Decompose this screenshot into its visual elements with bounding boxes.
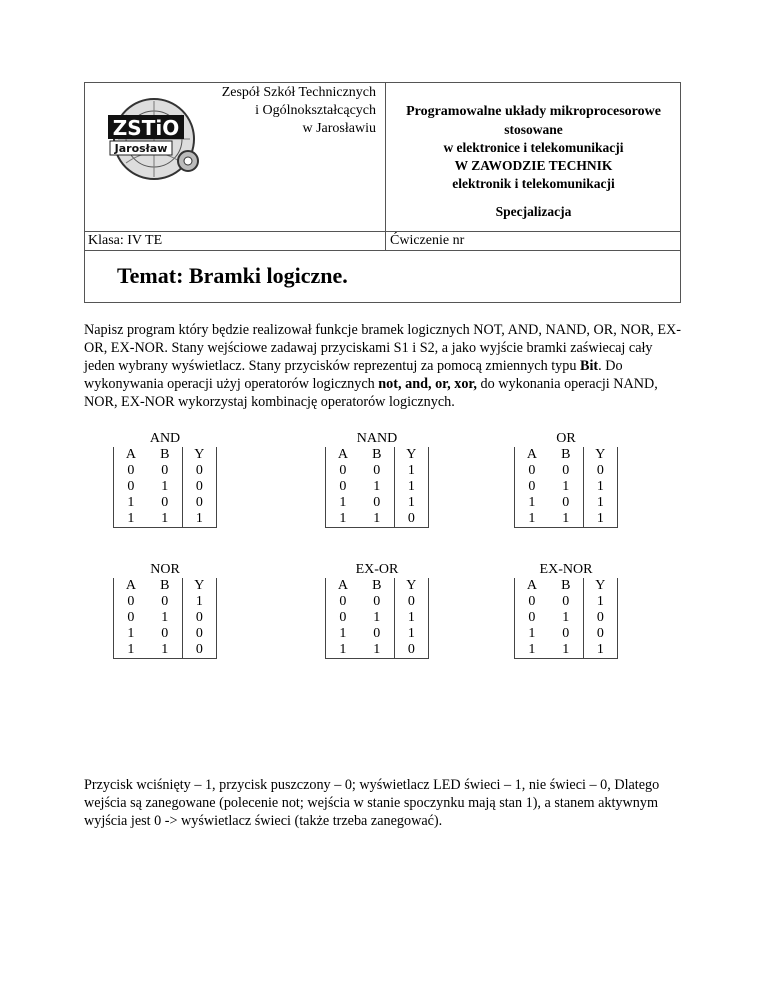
table-cell: 1: [549, 642, 583, 659]
table-row: [515, 463, 618, 479]
course-line: stosowane: [504, 122, 563, 137]
logo-wordmark: ZSTiO: [112, 116, 180, 140]
table-cell: 1: [360, 642, 394, 659]
table-cell: 1: [326, 511, 360, 528]
exercise-label: Ćwiczenie nr: [390, 233, 465, 248]
table-cell: 1: [182, 594, 216, 610]
table-cell: 1: [114, 495, 148, 511]
truth-table-ex-nor: [514, 562, 618, 659]
school-name: [190, 84, 376, 138]
page-title: Temat: Bramki logiczne.: [117, 263, 348, 288]
table-header-cell: B: [160, 578, 170, 593]
table-cell: 1: [326, 642, 360, 659]
table-header-cell: B: [372, 447, 382, 462]
specialization-label: Specjalizacja: [495, 204, 572, 219]
table-header-cell: Y: [182, 578, 216, 594]
table-cell: 0: [114, 479, 148, 495]
table-cell: 0: [515, 463, 549, 479]
table-row: [114, 479, 217, 495]
table-row: [114, 511, 217, 528]
table-cell: 1: [326, 626, 360, 642]
table-row: [326, 479, 429, 495]
truth-table-and: [113, 431, 217, 528]
footer-note: Przycisk wciśnięty – 1, przycisk puszczony – 0; wyświetlacz LED świeci – 1, nie świeci – 0, Dlatego wejścia są zanegowane (polecenie not; wejścia w stanie spoczynku mają stan 1), a stanem aktywnym wyjścia jest 0 -> wyświetlacz świeci (także trzeba zanegować).: [84, 777, 660, 829]
header-divider-bottom: [84, 250, 681, 251]
school-line: w Jarosławiu: [302, 121, 376, 136]
table-cell: 0: [182, 463, 216, 479]
table-header-cell: Y: [394, 578, 428, 594]
table-row: [326, 463, 429, 479]
table-row: [326, 594, 429, 610]
table-cell: 1: [583, 495, 617, 511]
table-cell: 1: [161, 610, 169, 625]
table-header-cell: A: [326, 578, 360, 594]
table-cell: 1: [562, 610, 570, 625]
truth-table-grid: [325, 447, 429, 528]
school-logo: [104, 95, 204, 183]
table-header-row: [326, 447, 429, 463]
table-cell: 0: [562, 626, 570, 641]
truth-table-ex-or: [325, 562, 429, 659]
table-cell: 1: [326, 495, 360, 511]
table-cell: 0: [326, 594, 360, 610]
table-cell: 1: [148, 642, 182, 659]
table-header-row: [114, 578, 217, 594]
table-cell: 1: [394, 626, 428, 642]
truth-table-or: [514, 431, 618, 528]
course-title: [386, 103, 681, 193]
table-cell: 0: [114, 594, 148, 610]
instruction-text: . Do wykonywania operacji użyj operatorów logicznych: [84, 358, 623, 392]
table-header-cell: A: [114, 578, 148, 594]
table-header-cell: A: [114, 447, 148, 463]
table-row: [326, 626, 429, 642]
table-row: [515, 511, 618, 528]
table-cell: 0: [326, 610, 360, 626]
table-cell: 1: [394, 463, 428, 479]
table-cell: 0: [182, 610, 216, 626]
table-row: [114, 610, 217, 626]
table-header-cell: B: [561, 578, 571, 593]
course-line: Programowalne układy mikroprocesorowe: [406, 104, 661, 119]
table-row: [326, 642, 429, 659]
table-cell: 0: [373, 495, 381, 510]
table-header-cell: Y: [182, 447, 216, 463]
table-header-cell: Y: [394, 447, 428, 463]
table-cell: 0: [373, 463, 381, 478]
table-cell: 1: [373, 610, 381, 625]
table-row: [326, 511, 429, 528]
table-row: [114, 626, 217, 642]
table-row: [515, 594, 618, 610]
truth-table-title: NAND: [356, 431, 398, 446]
table-cell: 1: [114, 626, 148, 642]
table-header-row: [515, 578, 618, 594]
table-cell: 1: [583, 594, 617, 610]
table-cell: 0: [394, 642, 428, 659]
table-row: [114, 495, 217, 511]
operators-keyword: not, and, or, xor,: [378, 376, 477, 392]
table-cell: 0: [562, 594, 570, 609]
table-cell: 0: [326, 463, 360, 479]
table-row: [515, 610, 618, 626]
table-header-row: [114, 447, 217, 463]
table-cell: 0: [583, 626, 617, 642]
truth-table-title: NOR: [150, 562, 180, 577]
table-cell: 0: [515, 610, 549, 626]
truth-table-title: AND: [149, 431, 181, 446]
instruction-text: Napisz program który będzie realizował funkcje bramek logicznych NOT, AND, NAND, OR, NOR, EX-OR, EX-NOR. Stany wejściowe zadawaj przyciskami S1 i S2, a jako wyjście bramki zaświecaj cały jeden wybrany wyświetlacz. Stany przycisków reprezentuj za pomocą zmiennych typu: [84, 322, 682, 374]
course-line: w elektronice i telekomunikacji: [443, 140, 624, 155]
table-row: [515, 626, 618, 642]
table-header-row: [326, 578, 429, 594]
bit-keyword: Bit: [580, 358, 599, 374]
table-cell: 0: [562, 463, 570, 478]
class-label: Klasa: IV TE: [88, 233, 163, 248]
table-cell: 0: [515, 479, 549, 495]
table-cell: 1: [148, 511, 182, 528]
table-header-cell: Y: [583, 447, 617, 463]
table-cell: 1: [549, 511, 583, 528]
table-row: [114, 642, 217, 659]
table-cell: 1: [583, 511, 617, 528]
table-cell: 0: [394, 594, 428, 610]
table-header-cell: B: [160, 447, 170, 462]
table-cell: 1: [114, 642, 148, 659]
table-row: [515, 642, 618, 659]
table-cell: 0: [394, 511, 428, 528]
table-cell: 0: [562, 495, 570, 510]
table-cell: 0: [182, 642, 216, 659]
table-cell: 0: [583, 463, 617, 479]
table-cell: 1: [515, 642, 549, 659]
table-row: [515, 479, 618, 495]
table-cell: 0: [114, 610, 148, 626]
table-header-cell: Y: [583, 578, 617, 594]
table-cell: 0: [161, 626, 169, 641]
table-header-cell: A: [515, 447, 549, 463]
truth-table-title: OR: [556, 431, 576, 446]
table-cell: 1: [562, 479, 570, 494]
table-cell: 1: [583, 479, 617, 495]
instruction-text: do wykonania operacji NAND, NOR, EX-NOR wykorzystaj kombinację operatorów logicznych.: [84, 376, 658, 410]
truth-table-nor: [113, 562, 217, 659]
course-line: W ZAWODZIE TECHNIK: [454, 158, 613, 173]
table-header-cell: B: [561, 447, 571, 462]
truth-table-grid: [514, 447, 618, 528]
table-cell: 1: [515, 626, 549, 642]
logo-city: Jarosław: [114, 142, 168, 155]
table-cell: 0: [373, 594, 381, 609]
table-cell: 1: [394, 495, 428, 511]
table-cell: 1: [161, 479, 169, 494]
school-line: Zespół Szkół Technicznych: [221, 85, 376, 100]
truth-table-grid: [113, 447, 217, 528]
table-header-cell: A: [326, 447, 360, 463]
table-cell: 0: [161, 495, 169, 510]
table-cell: 0: [373, 626, 381, 641]
table-cell: 1: [515, 495, 549, 511]
table-cell: 0: [515, 594, 549, 610]
truth-table-nand: [325, 431, 429, 528]
table-row: [515, 495, 618, 511]
table-cell: 1: [583, 642, 617, 659]
table-cell: 0: [583, 610, 617, 626]
table-cell: 0: [182, 495, 216, 511]
truth-table-grid: [514, 578, 618, 659]
table-cell: 1: [114, 511, 148, 528]
table-row: [114, 594, 217, 610]
table-row: [326, 495, 429, 511]
table-cell: 0: [326, 479, 360, 495]
table-row: [114, 463, 217, 479]
table-cell: 1: [394, 479, 428, 495]
table-header-row: [515, 447, 618, 463]
course-line: elektronik i telekomunikacji: [452, 176, 615, 191]
table-cell: 0: [161, 463, 169, 478]
table-cell: 0: [161, 594, 169, 609]
instruction-paragraph: [84, 321, 684, 411]
table-cell: 0: [182, 626, 216, 642]
table-cell: 0: [182, 479, 216, 495]
table-header-cell: A: [515, 578, 549, 594]
truth-table-grid: [113, 578, 217, 659]
table-row: [326, 610, 429, 626]
truth-table-grid: [325, 578, 429, 659]
truth-table-title: EX-NOR: [539, 562, 593, 577]
table-header-cell: B: [372, 578, 382, 593]
table-cell: 1: [360, 511, 394, 528]
table-cell: 1: [373, 479, 381, 494]
table-cell: 0: [114, 463, 148, 479]
header-divider-horizontal: [84, 231, 681, 232]
table-cell: 1: [515, 511, 549, 528]
table-cell: 1: [394, 610, 428, 626]
school-line: i Ogólnokształcących: [255, 103, 376, 118]
truth-table-title: EX-OR: [355, 562, 399, 577]
table-cell: 1: [182, 511, 216, 528]
